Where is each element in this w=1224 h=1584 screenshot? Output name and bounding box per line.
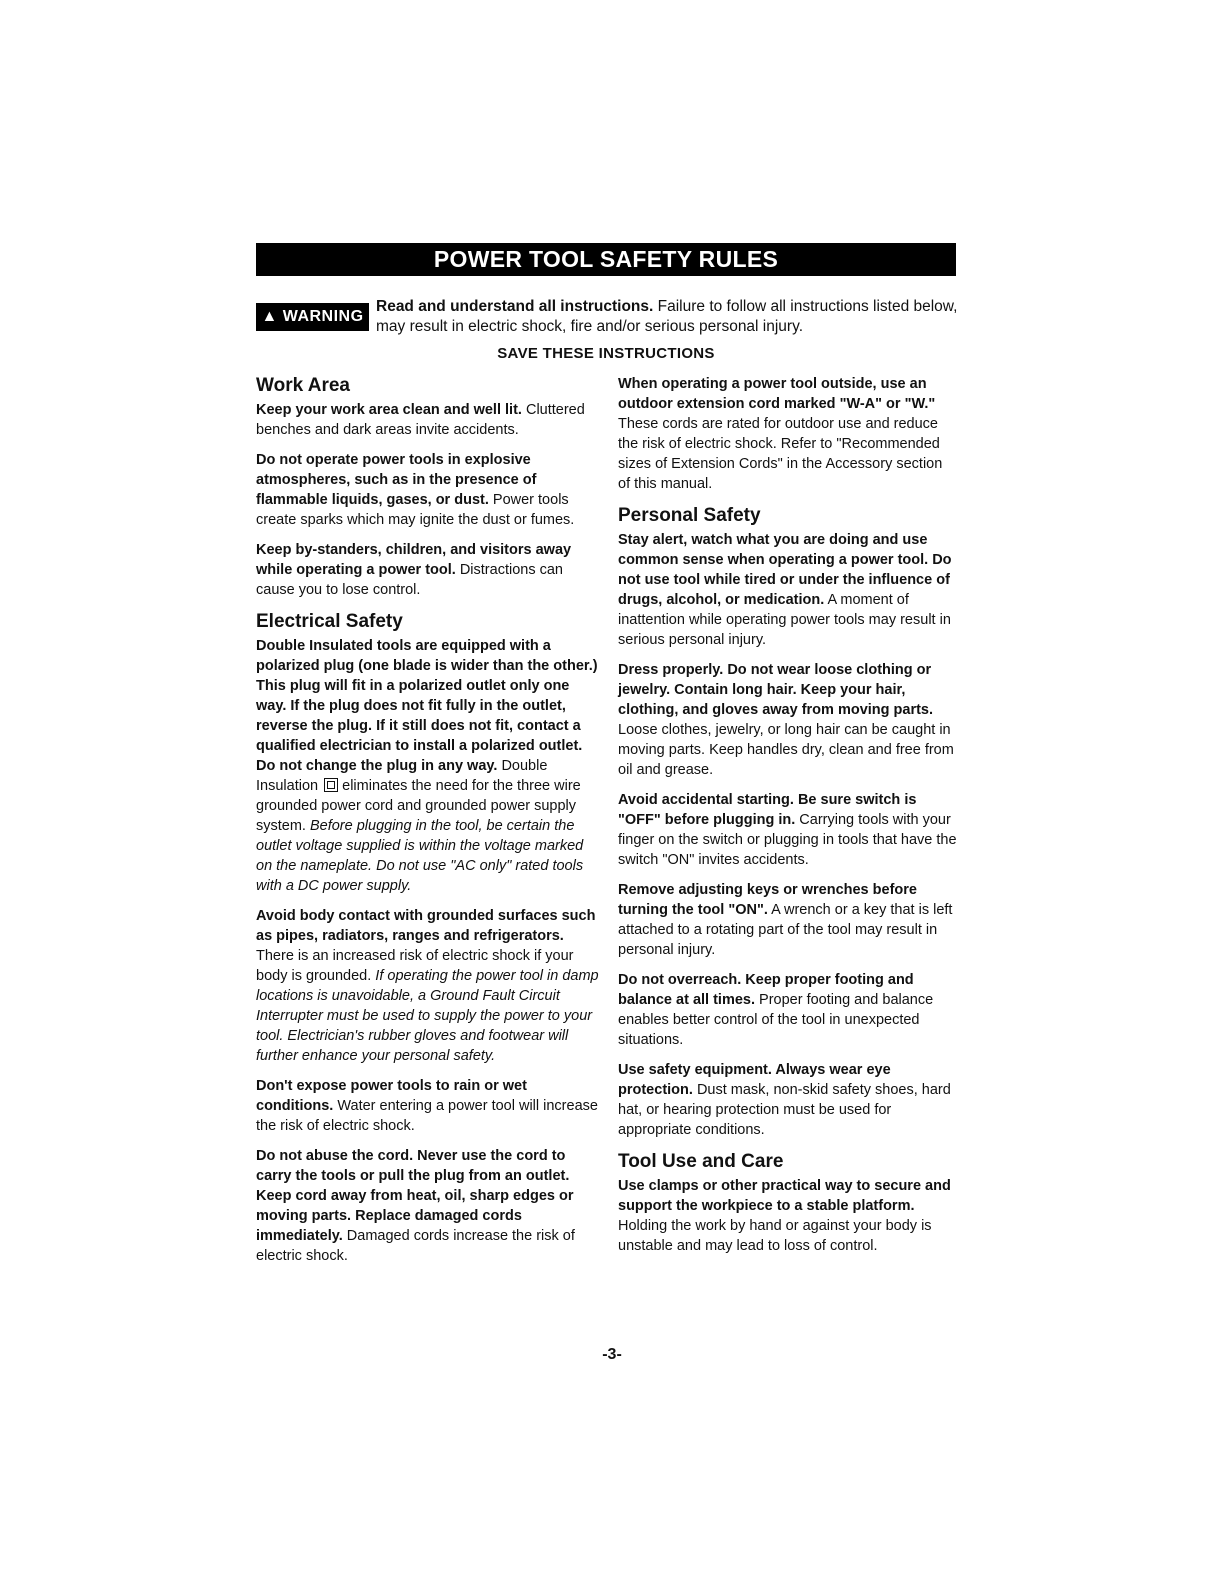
rule-text: Dust mask, non-skid safety shoes, hard hat, or hearing protection must be used for appropriate conditions. <box>618 1082 951 1138</box>
rule-bold: When operating a power tool outside, use an outdoor extension cord marked "W-A" or "W." <box>618 376 936 412</box>
rule-text: Water entering a power tool will increase the risk of electric shock. <box>256 1098 598 1134</box>
rule-bold: Do not abuse the cord. Never use the cord to carry the tools or pull the plug from an outlet. Keep cord away from heat, oil, sharp edges or moving parts. Replace damaged cords immediately. <box>256 1148 574 1244</box>
rule-bold: Dress properly. Do not wear loose clothing or jewelry. Contain long hair. Keep your hair, clothing, and gloves away from moving parts. <box>618 662 934 718</box>
rule-bold: Remove adjusting keys or wrenches before turning the tool "ON". <box>618 882 917 918</box>
personal-rule-5 <box>618 970 958 1050</box>
save-instructions: SAVE THESE INSTRUCTIONS <box>497 345 715 362</box>
rule-bold: Double Insulated tools are equipped with a polarized plug (one blade is wider than the other.) This plug will fit in a polarized outlet only one way. If the plug does not fit fully in the outlet, reverse the plug. If it still does not fit, contact a qualified electrician to install a polarized outlet. Do not change the plug in any way. <box>256 638 598 774</box>
rule-text: A moment of inattention while operating power tools may result in serious personal injury. <box>618 592 951 648</box>
rule-text: Cluttered benches and dark areas invite accidents. <box>256 402 585 438</box>
rule-text: A wrench or a key that is left attached to a rotating part of the tool may result in personal injury. <box>618 902 953 958</box>
tool-use-rule-1 <box>618 1176 958 1256</box>
work-area-heading: Work Area <box>256 375 350 396</box>
work-area-rule-2 <box>256 450 601 530</box>
page-number: -3- <box>602 1346 622 1363</box>
personal-rule-4 <box>618 880 958 960</box>
electrical-rule-1 <box>256 636 601 896</box>
rule-italic: Before plugging in the tool, be certain the outlet voltage supplied is within the voltage marked on the nameplate. Do not use "AC only" rated tools with a DC power supply. <box>256 818 584 894</box>
rule-bold: Use clamps or other practical way to secure and support the workpiece to a stable platform. <box>618 1178 951 1214</box>
rule-text: Carrying tools with your finger on the switch or plugging in tools that have the switch "ON" invites accidents. <box>618 812 957 868</box>
warning-body: Failure to follow all instructions listed below, may result in electric shock, fire and/or serious personal injury. <box>376 298 958 335</box>
electrical-rule-5 <box>618 374 958 494</box>
warning-text <box>376 297 966 337</box>
rule-bold: Avoid body contact with grounded surfaces such as pipes, radiators, ranges and refrigerators. <box>256 908 596 944</box>
personal-rule-1 <box>618 530 958 650</box>
page-title: POWER TOOL SAFETY RULES <box>256 243 956 276</box>
rule-bold: Keep your work area clean and well lit. <box>256 402 522 418</box>
personal-rule-3 <box>618 790 958 870</box>
rule-text: Holding the work by hand or against your body is unstable and may lead to loss of control. <box>618 1218 932 1254</box>
personal-rule-6 <box>618 1060 958 1140</box>
rule-bold: Do not overreach. Keep proper footing and balance at all times. <box>618 972 914 1008</box>
rule-text: There is an increased risk of electric shock if your body is grounded. <box>256 948 574 984</box>
rule-text: Distractions can cause you to lose control. <box>256 562 563 598</box>
work-area-rule-3 <box>256 540 601 600</box>
rule-text: These cords are rated for outdoor use and reduce the risk of electric shock. Refer to "Recommended sizes of Extension Cords" in the Accessory section of this manual. <box>618 416 943 492</box>
warning-lead: Read and understand all instructions. <box>376 298 654 315</box>
rule-bold: Do not operate power tools in explosive atmospheres, such as in the presence of flammable liquids, gases, or dust. <box>256 452 537 508</box>
work-area-rule-1 <box>256 400 601 440</box>
rule-text: Damaged cords increase the risk of electric shock. <box>256 1228 575 1264</box>
rule-text: eliminates the need for the three wire grounded power cord and grounded power supply system. <box>256 778 581 834</box>
electrical-rule-4 <box>256 1146 601 1266</box>
electrical-rule-3 <box>256 1076 601 1136</box>
personal-rule-2 <box>618 660 958 780</box>
electrical-safety-heading: Electrical Safety <box>256 611 403 632</box>
rule-text: Loose clothes, jewelry, or long hair can be caught in moving parts. Keep handles dry, clean and free from oil and grease. <box>618 722 954 778</box>
rule-bold: Use safety equipment. Always wear eye protection. <box>618 1062 891 1098</box>
right-column <box>618 374 958 1266</box>
electrical-rule-2 <box>256 906 601 1066</box>
rule-text: Proper footing and balance enables better control of the tool in unexpected situations. <box>618 992 934 1048</box>
rule-italic: If operating the power tool in damp locations is unavoidable, a Ground Fault Circuit Interrupter must be used to supply the power to your tool. Electrician's rubber gloves and footwear will further enhance your personal safety. <box>256 968 599 1064</box>
left-column <box>256 374 601 1276</box>
rule-text: Double Insulation <box>256 758 548 794</box>
rule-bold: Avoid accidental starting. Be sure switch is "OFF" before plugging in. <box>618 792 917 828</box>
tool-use-heading: Tool Use and Care <box>618 1151 784 1172</box>
rule-bold: Stay alert, watch what you are doing and use common sense when operating a power tool. Do not use tool while tired or under the influence of drugs, alcohol, or medication. <box>618 532 952 608</box>
rule-bold: Keep by-standers, children, and visitors away while operating a power tool. <box>256 542 572 578</box>
rule-bold: Don't expose power tools to rain or wet conditions. <box>256 1078 527 1114</box>
rule-text: Power tools create sparks which may ignite the dust or fumes. <box>256 492 575 528</box>
double-insulation-icon <box>324 778 338 792</box>
personal-safety-heading: Personal Safety <box>618 505 761 526</box>
warning-badge: ▲ WARNING <box>256 303 369 331</box>
